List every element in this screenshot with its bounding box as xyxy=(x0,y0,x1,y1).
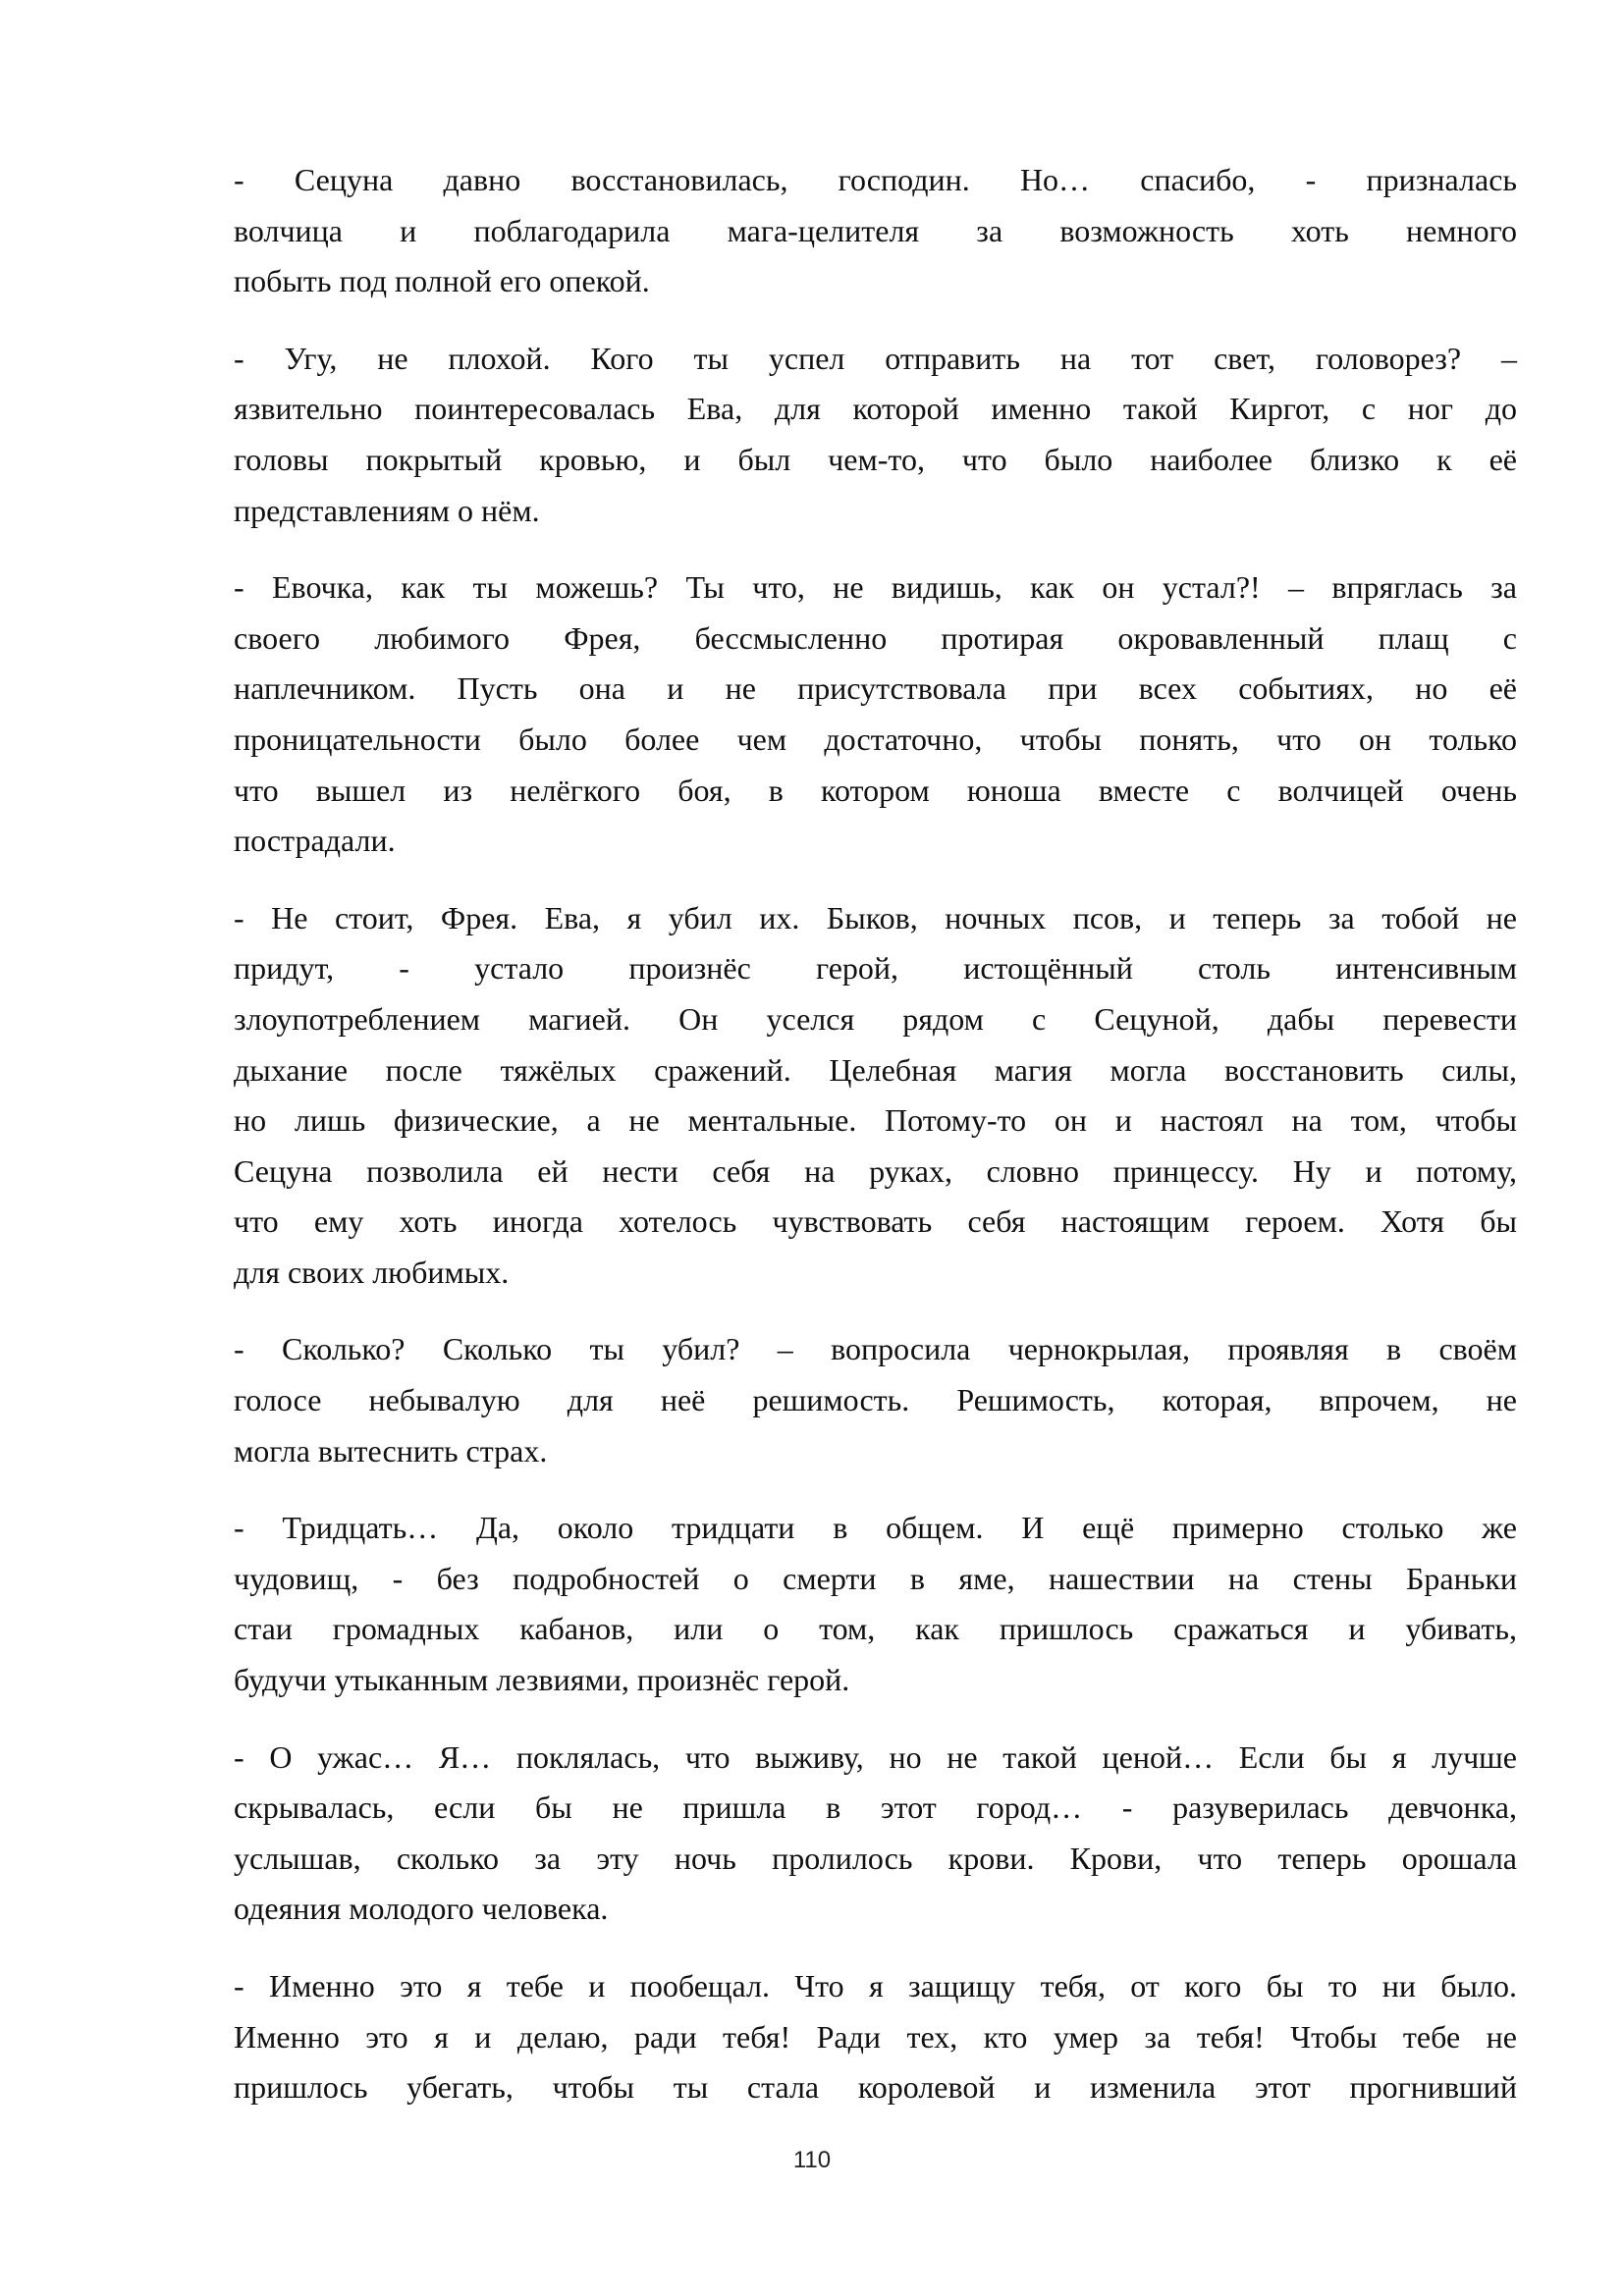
text-line: одеяния молодого человека. xyxy=(234,1891,609,1927)
text-line: могла вытеснить страх. xyxy=(234,1432,548,1468)
text-line: услышав, сколько за эту ночь пролилось крови. Крови, что теперь орошала xyxy=(234,1840,1517,1876)
text-line: стаи громадных кабанов, или о том, как пришлось сражаться и убивать, xyxy=(234,1611,1517,1647)
text-line: - Угу, не плохой. Кого ты успел отправить на тот свет, головорез? – xyxy=(234,340,1517,376)
text-line: - Сецуна давно восстановилась, господин. Но… спасибо, - призналась xyxy=(234,162,1517,197)
text-line: - О ужас… Я… поклялась, что выживу, но не такой ценой… Если бы я лучше xyxy=(234,1738,1517,1775)
text-line: скрывалась, если бы не пришла в этот город… - разуверилась девчонка, xyxy=(234,1789,1517,1826)
text-line: пострадали. xyxy=(234,823,396,859)
text-line: побыть под полной его опекой. xyxy=(234,263,650,299)
text-line: - Не стоит, Фрея. Ева, я убил их. Быков, ночных псов, и теперь за тобой не xyxy=(234,899,1517,935)
text-line: головы покрытый кровью, и был чем-то, что было наиболее близко к её xyxy=(234,441,1517,477)
page-number: 110 xyxy=(792,2147,832,2173)
text-line: будучи утыканным лезвиями, произнёс герой. xyxy=(234,1662,850,1698)
text-line: злоупотреблением магией. Он уселся рядом с Сецуной, дабы перевести xyxy=(234,1000,1517,1037)
text-line: - Именно это я тебе и пообещал. Что я защищу тебя, от кого бы то ни было. xyxy=(234,1968,1517,2003)
paragraph xyxy=(234,564,1517,869)
text-line: что вышел из нелёгкого боя, в котором юноша вместе с волчицей очень xyxy=(234,772,1517,808)
text-line: - Евочка, как ты можешь? Ты что, не видишь, как он устал?! – впряглась за xyxy=(234,569,1517,606)
text-line: проницательности было более чем достаточно, чтобы понять, что он только xyxy=(234,721,1517,757)
text-line: волчица и поблагодарила мага-целителя за возможность хоть немного xyxy=(234,212,1517,248)
paragraph xyxy=(234,1963,1517,2115)
text-line: голосе небывалую для неё решимость. Решимость, которая, впрочем, не xyxy=(234,1382,1517,1418)
text-line: пришлось убегать, чтобы ты стала королевой и изменила этот прогнивший xyxy=(234,2069,1517,2106)
text-line: но лишь физические, а не ментальные. Потому-то он и настоял на том, чтобы xyxy=(234,1102,1517,1139)
text-line: - Тридцать… Да, около тридцати в общем. И ещё примерно столько же xyxy=(234,1510,1517,1546)
text-line: Сецуна позволила ей нести себя на руках, словно принцессу. Ну и потому, xyxy=(234,1152,1517,1189)
text-line: чудовищ, - без подробностей о смерти в яме, нашествии на стены Браньки xyxy=(234,1560,1517,1596)
paragraph xyxy=(234,1326,1517,1478)
text-line: Именно это я и делаю, ради тебя! Ради тех, кто умер за тебя! Чтобы тебе не xyxy=(234,2018,1517,2055)
text-line: что ему хоть иногда хотелось чувствовать себя настоящим героем. Хотя бы xyxy=(234,1203,1517,1240)
text-line: для своих любимых. xyxy=(234,1254,510,1290)
body-text xyxy=(234,157,1517,2142)
text-line: дыхание после тяжёлых сражений. Целебная магия могла восстановить силы, xyxy=(234,1051,1517,1088)
text-line: - Сколько? Сколько ты убил? – вопросила чернокрылая, проявляя в своём xyxy=(234,1331,1517,1367)
text-line: придут, - устало произнёс герой, истощённый столь интенсивным xyxy=(234,950,1517,987)
text-line: представлениям о нём. xyxy=(234,492,540,528)
paragraph xyxy=(234,157,1517,309)
paragraph xyxy=(234,895,1517,1301)
paragraph xyxy=(234,1735,1517,1937)
paragraph xyxy=(234,1505,1517,1707)
text-line: наплечником. Пусть она и не присутствовала при всех событиях, но её xyxy=(234,670,1517,707)
text-line: язвительно поинтересовалась Ева, для которой именно такой Киргот, с ног до xyxy=(234,391,1517,427)
text-line: своего любимого Фрея, бессмысленно протирая окровавленный плащ с xyxy=(234,619,1517,656)
paragraph xyxy=(234,336,1517,538)
